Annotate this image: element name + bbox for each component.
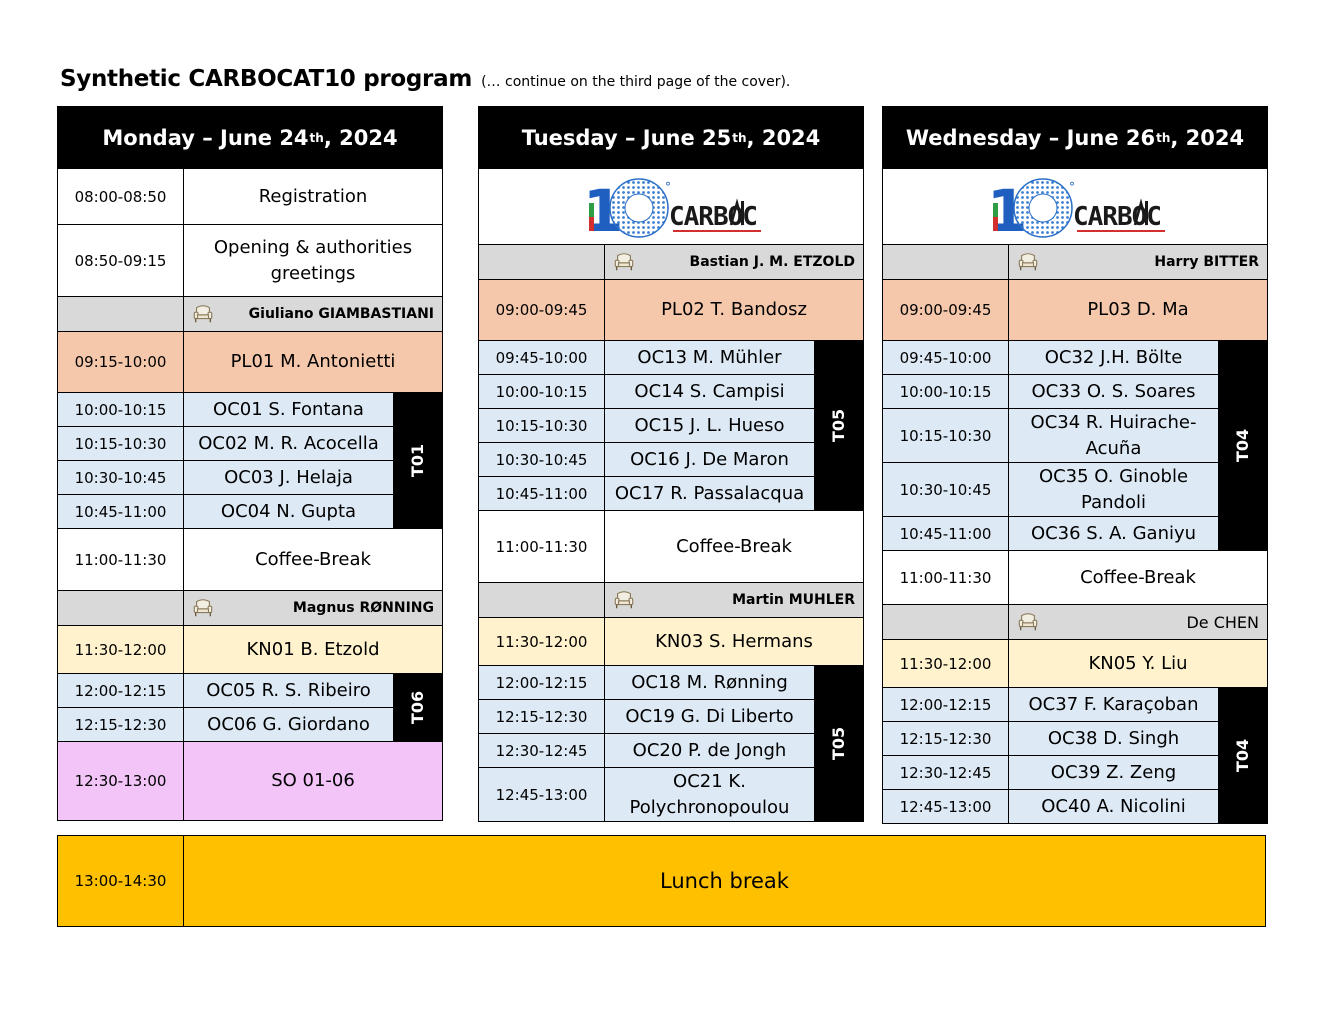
- armchair-icon: [613, 589, 635, 611]
- session-label: Coffee-Break: [676, 535, 792, 557]
- track-label: T06: [394, 674, 442, 741]
- chair-row: [58, 297, 442, 332]
- armchair-icon: [192, 597, 214, 619]
- session-label: PL02 T. Bandosz: [661, 299, 807, 320]
- track-label: T01: [394, 393, 442, 528]
- armchair-icon: [1017, 611, 1039, 633]
- special-session-row: [58, 742, 442, 820]
- schedule-row: [883, 551, 1267, 605]
- chair-name: Giuliano GIAMBASTIANI: [248, 306, 434, 322]
- session-label: KN01 B. Etzold: [246, 638, 380, 660]
- track-label: T05: [815, 341, 863, 510]
- oral-row: 10:30-10:45 OC35 O. Ginoble Pandoli: [883, 463, 1219, 517]
- chair-row: [479, 583, 863, 618]
- session-group: [883, 341, 1267, 551]
- oral-row: 12:00-12:15 OC37 F. Karaçoban: [883, 688, 1219, 722]
- tuesday-column: [478, 106, 864, 822]
- monday-header: Monday – June 24 th , 2024: [58, 107, 442, 169]
- wednesday-column: [882, 106, 1268, 824]
- time-slot: 09:00-09:45: [883, 280, 1009, 340]
- chair-row: [883, 245, 1267, 280]
- carbocat-logo-image: [985, 175, 1165, 239]
- chair-name: Bastian J. M. ETZOLD: [689, 254, 855, 270]
- plenary-row: [883, 280, 1267, 341]
- oral-row: 10:45-11:00 OC36 S. A. Ganiyu: [883, 517, 1219, 550]
- oral-row: 10:00-10:15 OC33 O. S. Soares: [883, 375, 1219, 409]
- oral-row: 12:45-13:00 OC40 A. Nicolini: [883, 790, 1219, 823]
- oral-row: 10:00-10:15 OC01 S. Fontana: [58, 393, 394, 427]
- plenary-row: [479, 280, 863, 341]
- time-slot: 11:00-11:30: [479, 511, 605, 582]
- oral-row: 12:15-12:30 OC38 D. Singh: [883, 722, 1219, 756]
- oral-row: 10:30-10:45 OC16 J. De Maron: [479, 443, 815, 477]
- session-label: PL03 D. Ma: [1087, 299, 1189, 320]
- time-slot: 13:00-14:30: [58, 836, 184, 926]
- session-label: KN05 Y. Liu: [1088, 652, 1188, 674]
- plenary-row: [58, 332, 442, 393]
- time-slot: 08:50-09:15: [58, 225, 184, 296]
- monday-column: [57, 106, 443, 821]
- schedule-row: [58, 225, 442, 297]
- schedule-row: [479, 511, 863, 583]
- tuesday-header: Tuesday – June 25 th , 2024: [479, 107, 863, 169]
- oral-row: 10:15-10:30 OC15 J. L. Hueso: [479, 409, 815, 443]
- oral-row: 12:45-13:00 OC21 K. Polychronopoulou: [479, 768, 815, 821]
- oral-row: 10:30-10:45 OC03 J. Helaja: [58, 461, 394, 495]
- armchair-icon: [192, 303, 214, 325]
- schedule-row: [58, 529, 442, 591]
- time-slot: 09:15-10:00: [58, 332, 184, 392]
- time-slot: 11:30-12:00: [883, 640, 1009, 687]
- track-label: T04: [1219, 341, 1267, 550]
- session-label: Registration: [258, 185, 368, 207]
- track-label: T05: [815, 666, 863, 821]
- keynote-row: [883, 640, 1267, 688]
- track-label: T04: [1219, 688, 1267, 823]
- oral-row: 10:45-11:00 OC04 N. Gupta: [58, 495, 394, 528]
- oral-row: 12:00-12:15 OC18 M. Rønning: [479, 666, 815, 700]
- oral-row: 12:15-12:30 OC19 G. Di Liberto: [479, 700, 815, 734]
- chair-name: Magnus RØNNING: [292, 600, 434, 616]
- time-slot: 11:30-12:00: [58, 626, 184, 673]
- keynote-row: [479, 618, 863, 666]
- chair-name: Martin MUHLER: [732, 592, 855, 608]
- chair-name: Harry BITTER: [1154, 254, 1259, 270]
- chair-name: De CHEN: [1186, 612, 1259, 632]
- time-slot: 09:00-09:45: [479, 280, 605, 340]
- oral-row: 12:15-12:30 OC06 G. Giordano: [58, 708, 394, 741]
- oral-row: 10:15-10:30 OC34 R. Huirache-Acuña: [883, 409, 1219, 463]
- session-group: [479, 341, 863, 511]
- oral-row: 10:00-10:15 OC14 S. Campisi: [479, 375, 815, 409]
- time-slot: 12:30-13:00: [58, 742, 184, 820]
- session-label: Opening & authorities greetings: [213, 236, 413, 284]
- session-group: [883, 688, 1267, 823]
- title-note: (… continue on the third page of the cover).: [481, 74, 791, 90]
- oral-row: 10:45-11:00 OC17 R. Passalacqua: [479, 477, 815, 510]
- lunch-label: Lunch break: [660, 869, 789, 893]
- armchair-icon: [613, 251, 635, 273]
- carbocat-logo: [479, 169, 863, 245]
- time-slot: 11:30-12:00: [479, 618, 605, 665]
- oral-row: 09:45-10:00 OC13 M. Mühler: [479, 341, 815, 375]
- wednesday-header: Wednesday – June 26 th , 2024: [883, 107, 1267, 169]
- time-slot: 11:00-11:30: [58, 529, 184, 590]
- oral-row: 10:15-10:30 OC02 M. R. Acocella: [58, 427, 394, 461]
- time-slot: 11:00-11:30: [883, 551, 1009, 604]
- page-title: [60, 66, 790, 92]
- chair-row: [479, 245, 863, 280]
- time-slot: 08:00-08:50: [58, 169, 184, 224]
- lunch-row: [57, 835, 1266, 927]
- oral-row: 12:30-12:45 OC39 Z. Zeng: [883, 756, 1219, 790]
- session-label: Coffee-Break: [255, 548, 371, 570]
- schedule-row: [58, 169, 442, 225]
- session-label: PL01 M. Antonietti: [230, 351, 396, 372]
- session-group: [58, 674, 442, 742]
- armchair-icon: [1017, 251, 1039, 273]
- session-label: Coffee-Break: [1080, 566, 1196, 588]
- session-label: KN03 S. Hermans: [655, 630, 813, 652]
- session-group: [479, 666, 863, 821]
- oral-row: 12:00-12:15 OC05 R. S. Ribeiro: [58, 674, 394, 708]
- chair-row: [58, 591, 442, 626]
- session-label: SO 01-06: [271, 770, 355, 791]
- oral-row: 12:30-12:45 OC20 P. de Jongh: [479, 734, 815, 768]
- carbocat-logo: [883, 169, 1267, 245]
- chair-row: [883, 605, 1267, 640]
- carbocat-logo-image: [581, 175, 761, 239]
- title-main: Synthetic CARBOCAT10 program: [60, 66, 472, 92]
- oral-row: 09:45-10:00 OC32 J.H. Bölte: [883, 341, 1219, 375]
- session-group: [58, 393, 442, 529]
- keynote-row: [58, 626, 442, 674]
